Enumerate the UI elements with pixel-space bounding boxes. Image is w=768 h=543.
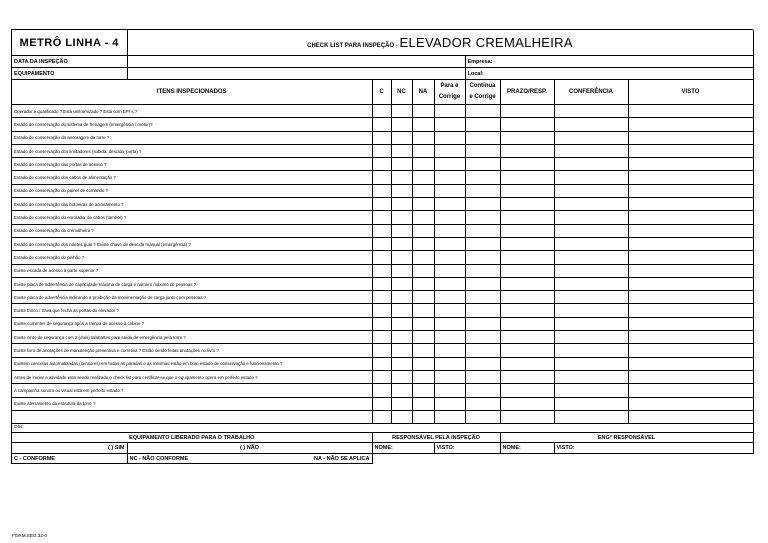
legend-nao-se-aplica: NA - NÃO SE APLICA bbox=[313, 455, 370, 462]
item-continua-cell[interactable] bbox=[465, 344, 500, 357]
item-prazo-cell[interactable] bbox=[500, 184, 554, 197]
checklist-item-row bbox=[12, 144, 753, 157]
item-visto-cell[interactable] bbox=[628, 344, 753, 357]
item-visto-cell[interactable] bbox=[628, 304, 753, 317]
item-prazo-cell[interactable] bbox=[500, 277, 554, 290]
item-na-cell[interactable] bbox=[412, 144, 434, 157]
item-para-cell[interactable] bbox=[434, 211, 465, 224]
item-conferencia-cell[interactable] bbox=[554, 291, 628, 304]
item-visto-cell[interactable] bbox=[628, 237, 753, 250]
item-para-cell[interactable] bbox=[434, 184, 465, 197]
item-c-cell[interactable] bbox=[372, 224, 391, 237]
checklist-item-row bbox=[12, 304, 753, 317]
item-para-cell[interactable] bbox=[434, 331, 465, 344]
item-prazo-cell[interactable] bbox=[500, 105, 554, 118]
item-c-cell[interactable] bbox=[372, 277, 391, 290]
col-nc-header: NC bbox=[391, 80, 412, 105]
item-na-cell[interactable] bbox=[412, 344, 434, 357]
item-visto-cell[interactable] bbox=[628, 264, 753, 277]
item-conferencia-cell[interactable] bbox=[554, 317, 628, 330]
item-visto-cell[interactable] bbox=[628, 384, 753, 397]
col-para-line1: Para e bbox=[440, 83, 459, 89]
item-na-cell[interactable] bbox=[412, 118, 434, 131]
item-prazo-cell[interactable] bbox=[500, 357, 554, 370]
item-na-cell[interactable] bbox=[412, 291, 434, 304]
checklist-item-question: Estado de conservação do pinhão ? bbox=[12, 251, 372, 264]
checklist-item-question: Existe trinco / trava que fecha as portas do elevador ? bbox=[12, 304, 372, 317]
item-prazo-cell[interactable] bbox=[500, 397, 554, 410]
metro-title: METRÔ LINHA - 4 bbox=[12, 30, 127, 56]
item-nc-cell[interactable] bbox=[391, 158, 412, 171]
item-na-cell[interactable] bbox=[412, 171, 434, 184]
item-prazo-cell[interactable] bbox=[500, 251, 554, 264]
item-c-cell[interactable] bbox=[372, 184, 391, 197]
item-conferencia-cell[interactable] bbox=[554, 131, 628, 144]
checklist-item-question: Existe placa de advertência de capacidade máxima de carga e número máximo de pessoas ? bbox=[12, 277, 372, 290]
checklist-item-question: Estado de conservação do sistema de frenagem (emergência / motor)? bbox=[12, 118, 372, 131]
item-prazo-cell[interactable] bbox=[500, 118, 554, 131]
item-conferencia-cell[interactable] bbox=[554, 158, 628, 171]
item-prazo-cell[interactable] bbox=[500, 171, 554, 184]
company-field[interactable] bbox=[465, 56, 753, 68]
item-conferencia-cell[interactable] bbox=[554, 198, 628, 211]
release-label: EQUIPAMENTO LIBERADO PARA O TRABALHO bbox=[12, 433, 372, 443]
item-para-cell[interactable] bbox=[434, 397, 465, 410]
item-nc-cell[interactable] bbox=[391, 224, 412, 237]
item-c-cell[interactable] bbox=[372, 105, 391, 118]
checklist-item-question: Estado de conservação das botoeiras de acionamento ? bbox=[12, 198, 372, 211]
item-conferencia-cell[interactable] bbox=[554, 277, 628, 290]
item-na-cell[interactable] bbox=[412, 384, 434, 397]
checklist-item-row bbox=[12, 171, 753, 184]
item-conferencia-cell[interactable] bbox=[554, 384, 628, 397]
checklist-item-row bbox=[12, 357, 753, 370]
item-para-cell[interactable] bbox=[434, 105, 465, 118]
checklist-item-row bbox=[12, 211, 753, 224]
checklist-item-question: A campainha sonora ou visual está em perfeito estado ? bbox=[12, 384, 372, 397]
checklist-item-row bbox=[12, 317, 753, 330]
item-continua-cell[interactable] bbox=[465, 397, 500, 410]
item-visto-cell[interactable] bbox=[628, 224, 753, 237]
col-na-header: NA bbox=[412, 80, 434, 105]
item-para-cell[interactable] bbox=[434, 304, 465, 317]
item-prazo-cell[interactable] bbox=[500, 317, 554, 330]
item-prazo-cell[interactable] bbox=[500, 144, 554, 157]
item-na-cell[interactable] bbox=[412, 184, 434, 197]
inspection-date-field[interactable] bbox=[127, 56, 465, 68]
item-conferencia-cell[interactable] bbox=[554, 344, 628, 357]
item-na-cell[interactable] bbox=[412, 304, 434, 317]
item-c-cell[interactable] bbox=[372, 397, 391, 410]
item-na-cell[interactable] bbox=[412, 251, 434, 264]
item-c-cell[interactable] bbox=[372, 211, 391, 224]
item-continua-cell[interactable] bbox=[465, 198, 500, 211]
item-para-cell[interactable] bbox=[434, 370, 465, 383]
item-na-cell[interactable] bbox=[412, 264, 434, 277]
item-para-cell[interactable] bbox=[434, 291, 465, 304]
item-nc-cell[interactable] bbox=[391, 317, 412, 330]
checklist-item-question: Existe escada de acesso à parte superior ? bbox=[12, 264, 372, 277]
item-visto-cell[interactable] bbox=[628, 357, 753, 370]
checklist-item-question: Existe livro de anotações de manutenção preventiva e corretiva ? Estão sendo feitas anotações no livro ? bbox=[12, 344, 372, 357]
col-conferencia-header: CONFERÊNCIA bbox=[554, 80, 628, 105]
checklist-prefix: CHECK LIST PARA INSPEÇÃO - bbox=[307, 43, 398, 49]
item-continua-cell[interactable] bbox=[465, 357, 500, 370]
item-continua-cell[interactable] bbox=[465, 384, 500, 397]
checklist-item-row bbox=[12, 158, 753, 171]
item-nc-cell[interactable] bbox=[391, 397, 412, 410]
checklist-item-row bbox=[12, 384, 753, 397]
item-continua-cell[interactable] bbox=[465, 224, 500, 237]
item-na-cell[interactable] bbox=[412, 158, 434, 171]
item-conferencia-cell[interactable] bbox=[554, 118, 628, 131]
item-c-cell[interactable] bbox=[372, 118, 391, 131]
item-visto-cell[interactable] bbox=[628, 198, 753, 211]
item-continua-cell[interactable] bbox=[465, 131, 500, 144]
item-nc-cell[interactable] bbox=[391, 144, 412, 157]
item-c-cell[interactable] bbox=[372, 384, 391, 397]
item-visto-cell[interactable] bbox=[628, 251, 753, 264]
checklist-title bbox=[127, 30, 753, 56]
engineer-signature-label: VISTO: bbox=[556, 445, 575, 452]
item-conferencia-cell[interactable] bbox=[554, 105, 628, 118]
item-nc-cell[interactable] bbox=[391, 198, 412, 211]
checklist-item-row bbox=[12, 397, 753, 410]
checklist-item-question: Estado de conservação dos roletes guia ? Existe chave de descida manual (emergência) ? bbox=[12, 237, 372, 250]
item-c-cell[interactable] bbox=[372, 131, 391, 144]
item-visto-cell[interactable] bbox=[628, 105, 753, 118]
item-continua-cell[interactable] bbox=[465, 291, 500, 304]
item-para-cell[interactable] bbox=[434, 317, 465, 330]
item-para-cell[interactable] bbox=[434, 144, 465, 157]
checklist-item-row bbox=[12, 105, 753, 118]
item-conferencia-cell[interactable] bbox=[554, 357, 628, 370]
item-nc-cell[interactable] bbox=[391, 131, 412, 144]
item-nc-cell[interactable] bbox=[391, 105, 412, 118]
item-nc-cell[interactable] bbox=[391, 171, 412, 184]
item-prazo-cell[interactable] bbox=[500, 304, 554, 317]
item-conferencia-cell[interactable] bbox=[554, 331, 628, 344]
equipment-title: ELEVADOR CREMALHEIRA bbox=[399, 35, 573, 50]
engineer-label: ENG° RESPONSÁVEL bbox=[500, 433, 753, 443]
item-prazo-cell[interactable] bbox=[500, 237, 554, 250]
release-no[interactable] bbox=[127, 443, 372, 454]
inspector-name-label: NOME: bbox=[374, 445, 393, 452]
checklist-item-question: Estado de conservação das portas de acesso ? bbox=[12, 158, 372, 171]
item-conferencia-cell[interactable] bbox=[554, 211, 628, 224]
col-c-header: C bbox=[372, 80, 391, 105]
items-body bbox=[12, 105, 753, 411]
item-continua-cell[interactable] bbox=[465, 251, 500, 264]
item-na-cell[interactable] bbox=[412, 105, 434, 118]
item-visto-cell[interactable] bbox=[628, 277, 753, 290]
observations-label: Obs: bbox=[14, 424, 24, 430]
location-label: Local: bbox=[467, 70, 484, 77]
item-prazo-cell[interactable] bbox=[500, 211, 554, 224]
checklist-item-question: Estado de conservação dos cabos de alimentação ? bbox=[12, 171, 372, 184]
item-nc-cell[interactable] bbox=[391, 264, 412, 277]
checklist-item-row bbox=[12, 264, 753, 277]
checklist-item-row bbox=[12, 331, 753, 344]
equipment-field[interactable] bbox=[127, 68, 465, 80]
item-prazo-cell[interactable] bbox=[500, 384, 554, 397]
item-na-cell[interactable] bbox=[412, 131, 434, 144]
form-code: FORM.SEG.32-0 bbox=[12, 533, 47, 538]
location-field[interactable] bbox=[465, 68, 753, 80]
item-nc-cell[interactable] bbox=[391, 277, 412, 290]
item-nc-cell[interactable] bbox=[391, 344, 412, 357]
item-visto-cell[interactable] bbox=[628, 158, 753, 171]
item-conferencia-cell[interactable] bbox=[554, 171, 628, 184]
item-conferencia-cell[interactable] bbox=[554, 304, 628, 317]
checklist-item-question: Operador é qualificado ? Está uniformizado ? Está com EPI´s ? bbox=[12, 105, 372, 118]
item-c-cell[interactable] bbox=[372, 357, 391, 370]
col-para-header bbox=[434, 80, 465, 105]
checklist-item-question: Estado de conservação da cremalheira ? bbox=[12, 224, 372, 237]
item-para-cell[interactable] bbox=[434, 118, 465, 131]
item-nc-cell[interactable] bbox=[391, 251, 412, 264]
legend-nao-conforme: NC - NÃO CONFORME bbox=[129, 455, 189, 462]
item-na-cell[interactable] bbox=[412, 317, 434, 330]
checklist-item-question: Existe correntes de segurança após a rampa de acesso à cabine ? bbox=[12, 317, 372, 330]
item-para-cell[interactable] bbox=[434, 251, 465, 264]
item-visto-cell[interactable] bbox=[628, 370, 753, 383]
checklist-item-question: Existem cancelas automatizadas (sensores) em todas as paradas e as mesmas estão em bom estado de conservação e funcionamento ? bbox=[12, 357, 372, 370]
item-prazo-cell[interactable] bbox=[500, 158, 554, 171]
item-continua-cell[interactable] bbox=[465, 264, 500, 277]
item-conferencia-cell[interactable] bbox=[554, 237, 628, 250]
item-continua-cell[interactable] bbox=[465, 105, 500, 118]
checklist-item-question: Estado de conservação do enrolador de cabos (tambor) ? bbox=[12, 211, 372, 224]
item-continua-cell[interactable] bbox=[465, 317, 500, 330]
item-visto-cell[interactable] bbox=[628, 397, 753, 410]
item-nc-cell[interactable] bbox=[391, 357, 412, 370]
item-visto-cell[interactable] bbox=[628, 211, 753, 224]
checklist-item-row bbox=[12, 198, 753, 211]
item-na-cell[interactable] bbox=[412, 198, 434, 211]
item-continua-cell[interactable] bbox=[465, 171, 500, 184]
item-c-cell[interactable] bbox=[372, 237, 391, 250]
item-na-cell[interactable] bbox=[412, 237, 434, 250]
blank-row bbox=[12, 410, 753, 423]
item-c-cell[interactable] bbox=[372, 171, 391, 184]
item-nc-cell[interactable] bbox=[391, 291, 412, 304]
item-c-cell[interactable] bbox=[372, 144, 391, 157]
item-continua-cell[interactable] bbox=[465, 184, 500, 197]
item-nc-cell[interactable] bbox=[391, 211, 412, 224]
item-na-cell[interactable] bbox=[412, 357, 434, 370]
engineer-name-label: NOME: bbox=[502, 445, 521, 452]
item-prazo-cell[interactable] bbox=[500, 291, 554, 304]
item-visto-cell[interactable] bbox=[628, 184, 753, 197]
item-c-cell[interactable] bbox=[372, 331, 391, 344]
item-nc-cell[interactable] bbox=[391, 184, 412, 197]
item-visto-cell[interactable] bbox=[628, 331, 753, 344]
checklist-item-row bbox=[12, 184, 753, 197]
item-continua-cell[interactable] bbox=[465, 211, 500, 224]
release-no-label: ( ) NÃO bbox=[240, 445, 259, 452]
item-para-cell[interactable] bbox=[434, 158, 465, 171]
item-c-cell[interactable] bbox=[372, 264, 391, 277]
checklist-item-row bbox=[12, 291, 753, 304]
item-continua-cell[interactable] bbox=[465, 331, 500, 344]
item-visto-cell[interactable] bbox=[628, 317, 753, 330]
item-nc-cell[interactable] bbox=[391, 304, 412, 317]
item-c-cell[interactable] bbox=[372, 198, 391, 211]
checklist-item-row bbox=[12, 344, 753, 357]
checklist-item-row bbox=[12, 224, 753, 237]
release-yes[interactable] bbox=[12, 443, 127, 454]
checklist-form bbox=[11, 29, 753, 464]
col-continua-header bbox=[465, 80, 500, 105]
item-visto-cell[interactable] bbox=[628, 131, 753, 144]
item-c-cell[interactable] bbox=[372, 370, 391, 383]
item-continua-cell[interactable] bbox=[465, 118, 500, 131]
item-para-cell[interactable] bbox=[434, 237, 465, 250]
item-nc-cell[interactable] bbox=[391, 331, 412, 344]
checklist-item-question: Antes de iniciar a atividade esta sendo realizado o check list para certificar-se que o equipamento opera em perfeito estado ? bbox=[12, 370, 372, 383]
item-c-cell[interactable] bbox=[372, 291, 391, 304]
col-continua-line2: e Corrige bbox=[469, 94, 496, 100]
item-nc-cell[interactable] bbox=[391, 237, 412, 250]
item-na-cell[interactable] bbox=[412, 370, 434, 383]
item-c-cell[interactable] bbox=[372, 251, 391, 264]
item-para-cell[interactable] bbox=[434, 171, 465, 184]
item-nc-cell[interactable] bbox=[391, 118, 412, 131]
item-prazo-cell[interactable] bbox=[500, 264, 554, 277]
checklist-item-question: Estado de conservação da ancoragem da torre ? bbox=[12, 131, 372, 144]
company-label: Empresa: bbox=[467, 58, 493, 65]
checklist-item-row bbox=[12, 370, 753, 383]
engineer-name-field[interactable] bbox=[500, 443, 554, 454]
items-header: ITENS INSPECIONADOS bbox=[12, 80, 372, 105]
item-para-cell[interactable] bbox=[434, 277, 465, 290]
item-nc-cell[interactable] bbox=[391, 370, 412, 383]
equipment-label: EQUIPAMENTO bbox=[12, 68, 127, 80]
checklist-item-row bbox=[12, 237, 753, 250]
item-para-cell[interactable] bbox=[434, 264, 465, 277]
item-c-cell[interactable] bbox=[372, 344, 391, 357]
item-prazo-cell[interactable] bbox=[500, 224, 554, 237]
inspector-name-field[interactable] bbox=[372, 443, 434, 454]
item-continua-cell[interactable] bbox=[465, 158, 500, 171]
col-continua-line1: Continua bbox=[469, 83, 496, 89]
checklist-item-row bbox=[12, 277, 753, 290]
item-visto-cell[interactable] bbox=[628, 118, 753, 131]
item-para-cell[interactable] bbox=[434, 224, 465, 237]
item-na-cell[interactable] bbox=[412, 397, 434, 410]
checklist-item-row bbox=[12, 131, 753, 144]
item-na-cell[interactable] bbox=[412, 331, 434, 344]
legend-nao-conforme-cell bbox=[127, 454, 372, 464]
item-continua-cell[interactable] bbox=[465, 144, 500, 157]
inspector-signature-label: VISTO: bbox=[436, 445, 455, 452]
item-prazo-cell[interactable] bbox=[500, 344, 554, 357]
release-yes-label: ( ) SIM bbox=[108, 445, 125, 452]
item-c-cell[interactable] bbox=[372, 304, 391, 317]
item-visto-cell[interactable] bbox=[628, 171, 753, 184]
item-para-cell[interactable] bbox=[434, 198, 465, 211]
item-para-cell[interactable] bbox=[434, 131, 465, 144]
inspection-date-label: DATA DA INSPEÇÃO bbox=[12, 56, 127, 68]
item-nc-cell[interactable] bbox=[391, 384, 412, 397]
checklist-item-question: Existe cinto de segurança com 2 (dois) talabartes para saída de emergência pela torre ? bbox=[12, 331, 372, 344]
item-continua-cell[interactable] bbox=[465, 304, 500, 317]
item-na-cell[interactable] bbox=[412, 224, 434, 237]
item-conferencia-cell[interactable] bbox=[554, 397, 628, 410]
col-visto-header: VISTO bbox=[628, 80, 753, 105]
engineer-signature-field[interactable] bbox=[554, 443, 753, 454]
col-prazo-header: PRAZO/RESP. bbox=[500, 80, 554, 105]
checklist-item-question: Estado de conservação dos limitadores (subida, descida, porta) ? bbox=[12, 144, 372, 157]
item-continua-cell[interactable] bbox=[465, 237, 500, 250]
item-c-cell[interactable] bbox=[372, 158, 391, 171]
item-conferencia-cell[interactable] bbox=[554, 251, 628, 264]
item-na-cell[interactable] bbox=[412, 211, 434, 224]
checklist-item-question: Existe placa de advertência indicando a proibição da movimentação de carga junto com pessoas ? bbox=[12, 291, 372, 304]
item-conferencia-cell[interactable] bbox=[554, 264, 628, 277]
item-prazo-cell[interactable] bbox=[500, 198, 554, 211]
item-conferencia-cell[interactable] bbox=[554, 144, 628, 157]
item-continua-cell[interactable] bbox=[465, 370, 500, 383]
item-c-cell[interactable] bbox=[372, 317, 391, 330]
item-prazo-cell[interactable] bbox=[500, 131, 554, 144]
legend-conforme: C - CONFORME bbox=[12, 454, 127, 464]
item-visto-cell[interactable] bbox=[628, 144, 753, 157]
item-prazo-cell[interactable] bbox=[500, 370, 554, 383]
item-para-cell[interactable] bbox=[434, 384, 465, 397]
col-para-line2: Corrige bbox=[438, 94, 461, 100]
item-para-cell[interactable] bbox=[434, 344, 465, 357]
checklist-item-row bbox=[12, 251, 753, 264]
inspector-label: RESPONSÁVEL PELA INSPEÇÃO bbox=[372, 433, 500, 443]
item-visto-cell[interactable] bbox=[628, 291, 753, 304]
checklist-item-row bbox=[12, 118, 753, 131]
item-para-cell[interactable] bbox=[434, 357, 465, 370]
item-prazo-cell[interactable] bbox=[500, 331, 554, 344]
checklist-item-question: Existe aterramento da estrutura da torre ? bbox=[12, 397, 372, 410]
checklist-item-question: Estado de conservação do painel de comando ? bbox=[12, 184, 372, 197]
inspector-signature-field[interactable] bbox=[434, 443, 500, 454]
observations-field[interactable] bbox=[12, 424, 753, 433]
item-conferencia-cell[interactable] bbox=[554, 184, 628, 197]
item-continua-cell[interactable] bbox=[465, 277, 500, 290]
item-conferencia-cell[interactable] bbox=[554, 370, 628, 383]
checklist-table bbox=[12, 30, 754, 464]
item-na-cell[interactable] bbox=[412, 277, 434, 290]
item-conferencia-cell[interactable] bbox=[554, 224, 628, 237]
